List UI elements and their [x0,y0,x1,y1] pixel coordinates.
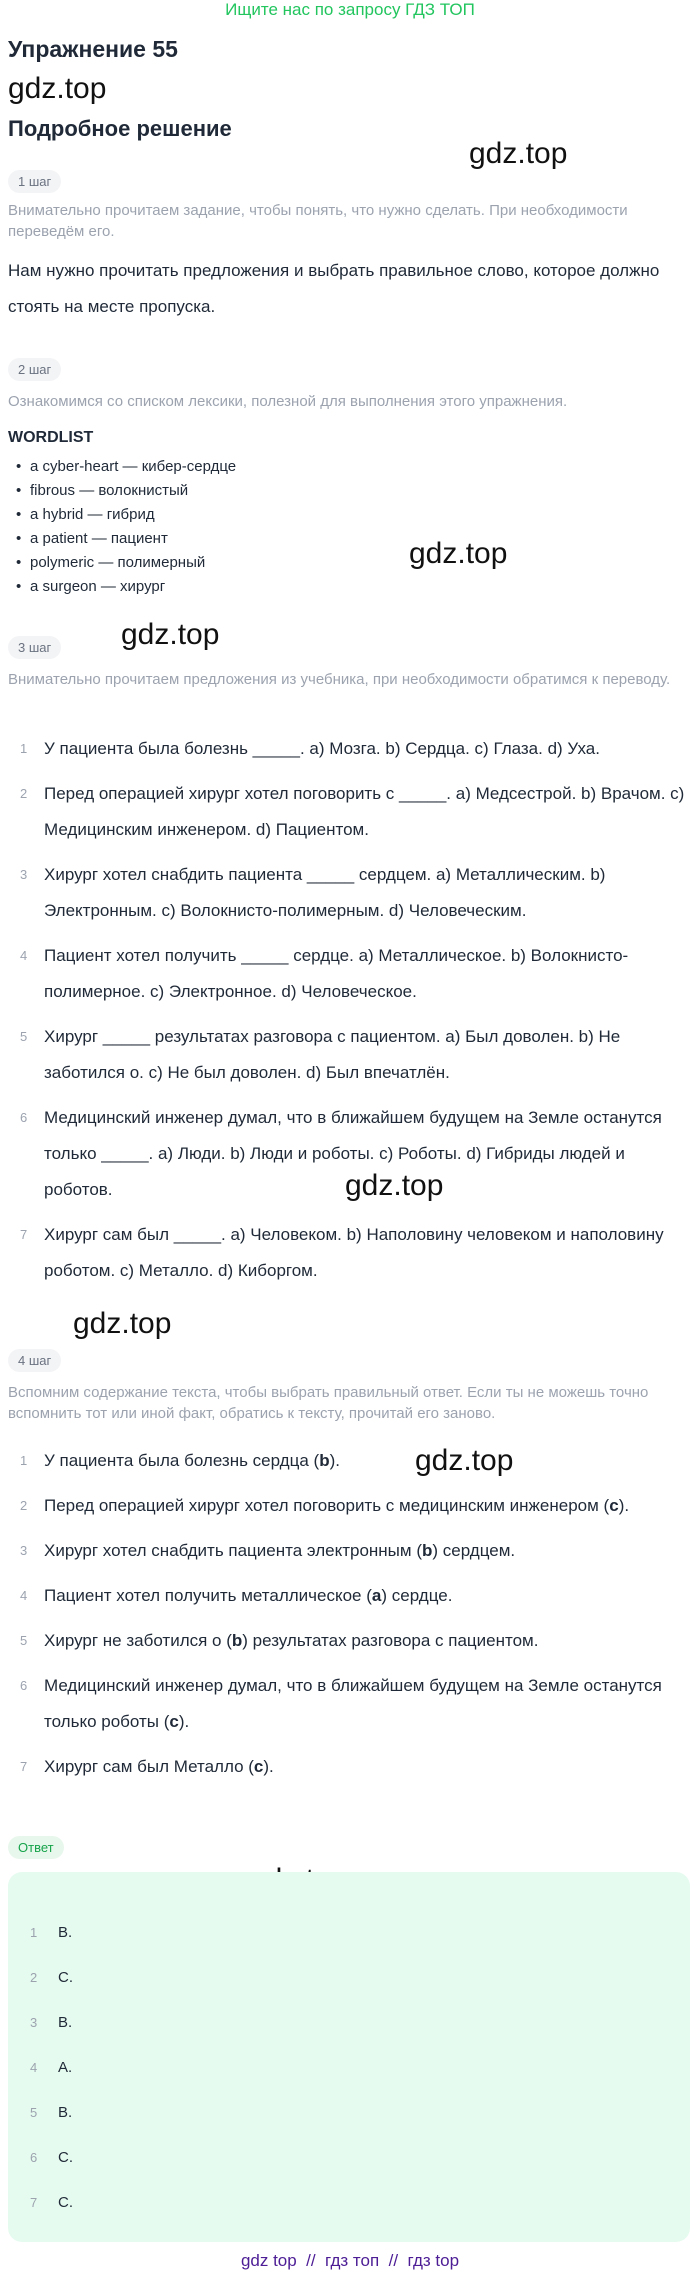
wordlist-title: WORDLIST [8,429,94,446]
footer-links[interactable]: gdz top // гдз топ // гдз top [240,2251,460,2270]
step-3-badge [8,636,61,659]
answer-list [30,1920,73,2235]
wordlist-item: • a surgeon — хирург [8,575,236,599]
item-number: 3 [20,867,28,882]
answer-item [30,2190,73,2235]
question-text: Перед операцией хирург хотел поговорить с _____. a) Медсестрой. b) Врачом. c) Медицинским инженером. d) Пациентом. [44,784,685,839]
step-4-label: 4 шаг [8,1349,61,1372]
solution-text: ) сердце. [381,1586,453,1605]
item-number: 3 [20,1543,28,1558]
item-number: 6 [20,1110,28,1125]
answer-letter: c [609,1496,619,1515]
step-3-label: 3 шаг [8,636,61,659]
answer-item [30,2145,73,2190]
solution-item [8,1533,692,1569]
solution-text: Хирург не заботился о ( [44,1631,232,1650]
wordlist-item: • a cyber-heart — кибер-сердце [8,455,236,479]
step-2-label: 2 шаг [8,358,61,381]
question-item [8,1217,692,1289]
question-item [8,776,692,848]
answer-letter: a [371,1586,382,1605]
answer-letter: c [253,1757,264,1776]
top-banner[interactable]: Ищите нас по запросу ГДЗ ТОП [225,0,475,19]
item-number: 1 [20,741,28,756]
brand-logo: gdz.top [8,72,107,105]
question-list [8,731,692,1298]
solution-text: ). [178,1712,190,1731]
solution-text: Медицинский инженер думал, что в ближайшем будущем на Земле останутся только роботы ( [44,1676,662,1731]
solution-text: ) результатах разговора с пациентом. [242,1631,539,1650]
item-number: 2 [20,1498,28,1513]
question-text: Медицинский инженер думал, что в ближайшем будущем на Земле останутся только _____. a) Люди. b) Люди и роботы. c) Роботы. d) Гибриды людей и роботов. [44,1108,662,1199]
answer-text: B. [58,1924,73,1941]
step-1-hint: Внимательно прочитаем задание, чтобы понять, что нужно сделать. При необходимости переведём его. [8,202,628,240]
step-2-hint: Ознакомимся со списком лексики, полезной для выполнения этого упражнения. [8,393,568,410]
item-number: 3 [30,2015,38,2030]
question-text: Хирург сам был _____. a) Человеком. b) Наполовину человеком и наполовину роботом. c) Металло. d) Киборгом. [44,1225,664,1280]
solution-text: Хирург сам был Металло ( [44,1757,254,1776]
solution-subtitle: Подробное решение [8,116,232,141]
answer-item [30,2100,73,2145]
step-2-badge [8,358,61,381]
step-4-badge [8,1349,61,1372]
solution-item [8,1578,692,1614]
item-number: 5 [20,1633,28,1648]
answer-text: C. [58,2149,73,2166]
item-number: 5 [20,1029,28,1044]
answer-text: A. [58,2059,73,2076]
wordlist-item: • a patient — пациент [8,527,236,551]
question-text: Хирург _____ результатах разговора с пациентом. a) Был доволен. b) Не заботился о. c) Не был доволен. d) Был впечатлён. [44,1027,621,1082]
solution-item [8,1668,692,1740]
answer-box [8,1872,690,2242]
answer-item [30,1965,73,2010]
item-number: 7 [20,1227,28,1242]
item-number: 4 [20,1588,28,1603]
step-4-hint: Вспомним содержание текста, чтобы выбрать правильный ответ. Если ты не можешь точно вспомнить тот или иной факт, обратись к тексту, прочитай его заново. [8,1384,649,1422]
solution-item [8,1488,692,1524]
wordlist-item: • fibrous — волокнистый [8,479,236,503]
solution-text: ) сердцем. [432,1541,516,1560]
question-text: Пациент хотел получить _____ сердце. a) Металлическое. b) Волокнисто-полимерное. c) Электронное. d) Человеческое. [44,946,629,1001]
item-number: 2 [20,786,28,801]
wordlist-item: • a hybrid — гибрид [8,503,236,527]
solution-text: ). [618,1496,630,1515]
wordlist-item: • polymeric — полимерный [8,551,236,575]
answer-text: C. [58,1969,73,1986]
step-1-text: Нам нужно прочитать предложения и выбрать правильное слово, которое должно стоять на месте пропуска. [8,261,660,316]
answer-label: Ответ [8,1836,64,1859]
item-number: 7 [30,2195,38,2210]
answer-item [30,2055,73,2100]
question-item [8,1019,692,1091]
exercise-title: Упражнение 55 [8,36,178,62]
answer-letter: c [169,1712,179,1731]
solution-list [8,1443,692,1794]
solution-item [8,1443,692,1479]
solution-text: Перед операцией хирург хотел поговорить с медицинским инженером ( [44,1496,610,1515]
answer-item [30,2010,73,2055]
answer-letter: b [421,1541,433,1560]
answer-letter: b [231,1631,243,1650]
item-number: 6 [20,1678,28,1693]
watermark: gdz.top [121,618,220,651]
answer-badge [8,1836,64,1859]
watermark: gdz.top [469,137,568,170]
solution-text: Пациент хотел получить металлическое ( [44,1586,372,1605]
answer-letter: b [319,1451,330,1470]
question-item [8,1100,692,1208]
step-1-label: 1 шаг [8,170,61,193]
answer-item [30,1920,73,1965]
answer-text: B. [58,2014,73,2031]
wordlist [8,455,236,599]
item-number: 7 [20,1759,28,1774]
watermark: gdz.top [345,1169,444,1202]
question-item [8,731,692,767]
solution-item [8,1749,692,1785]
item-number: 1 [20,1453,28,1468]
watermark: gdz.top [415,1444,514,1477]
question-item [8,938,692,1010]
step-3-hint: Внимательно прочитаем предложения из учебника, при необходимости обратимся к переводу. [8,671,671,688]
solution-text: ). [263,1757,274,1776]
step-1-badge [8,170,61,193]
solution-item [8,1623,692,1659]
item-number: 4 [20,948,28,963]
item-number: 5 [30,2105,38,2120]
item-number: 2 [30,1970,38,1985]
question-item [8,857,692,929]
solution-text: Хирург хотел снабдить пациента электронным ( [44,1541,422,1560]
question-text: У пациента была болезнь _____. a) Мозга. b) Сердца. c) Глаза. d) Уха. [44,739,600,758]
answer-text: C. [58,2194,73,2211]
watermark: gdz.top [73,1307,172,1340]
solution-text: У пациента была болезнь сердца ( [44,1451,320,1470]
answer-text: B. [58,2104,73,2121]
watermark: gdz.top [409,537,508,570]
item-number: 6 [30,2150,38,2165]
question-text: Хирург хотел снабдить пациента _____ сердцем. a) Металлическим. b) Электронным. c) Волокнисто-полимерным. d) Человеческим. [44,865,606,920]
solution-text: ). [329,1451,340,1470]
item-number: 1 [30,1925,38,1940]
item-number: 4 [30,2060,38,2075]
